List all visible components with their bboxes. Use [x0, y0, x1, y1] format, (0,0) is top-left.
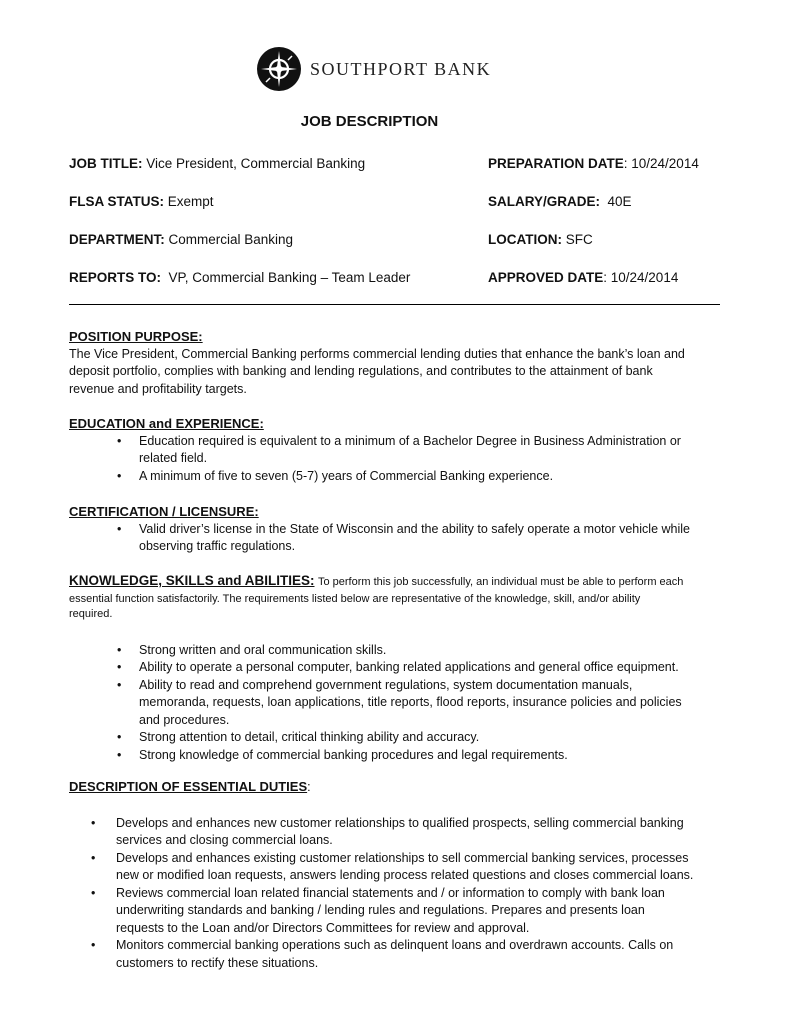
list-item-line: • Strong knowledge of commercial banking procedures and legal requirements. [139, 747, 568, 762]
bank-name: SOUTHPORT BANK [310, 58, 492, 79]
ksa-list [69, 642, 724, 765]
department-label: DEPARTMENT: [69, 232, 165, 247]
education-list [69, 433, 724, 486]
duties-heading-suffix: : [307, 780, 311, 794]
salary-grade-value: 40E [607, 194, 632, 209]
position-purpose-heading: POSITION PURPOSE: [69, 329, 203, 344]
department-value: Commercial Banking [168, 232, 294, 247]
list-item-line: • Strong attention to detail, critical thinking ability and accuracy. [139, 730, 480, 744]
flsa-status-field [69, 194, 214, 209]
reports-to-value: VP, Commercial Banking – Team Leader [168, 270, 411, 285]
list-item-line: • Develops and enhances existing customer relationships to sell commercial banking services, processes [116, 850, 689, 865]
certification-list [69, 521, 724, 556]
certification-section [69, 503, 724, 556]
list-item [69, 677, 724, 730]
list-item-line: new or modified loan requests, answers lending process related questions and closes commercial loans. [116, 868, 694, 882]
list-item-line: • Education required is equivalent to a minimum of a Bachelor Degree in Business Administration or [139, 433, 681, 448]
document-title: JOB DESCRIPTION [300, 113, 439, 130]
education-section [69, 415, 724, 485]
list-item [69, 659, 724, 677]
location-label: LOCATION: [488, 232, 562, 247]
bank-logo [256, 46, 491, 92]
salary-grade-field [488, 194, 632, 209]
list-item [69, 433, 724, 468]
department-field [69, 232, 293, 247]
ksa-intro-line: required. [69, 608, 113, 620]
list-item [69, 937, 724, 972]
list-item [69, 642, 724, 660]
approved-date-field [488, 270, 678, 285]
flsa-status-label: FLSA STATUS: [69, 194, 164, 209]
approved-date-label: APPROVED DATE [488, 270, 604, 285]
list-item [69, 729, 724, 747]
position-purpose-line: The Vice President, Commercial Banking performs commercial lending duties that enhance the bank’s loan and [69, 346, 685, 361]
list-item-line: and procedures. [139, 712, 230, 727]
duties-section [69, 778, 724, 972]
list-item-line: memoranda, requests, loan applications, title reports, flood reports, insurance policies and policies [139, 695, 682, 709]
ksa-section [69, 572, 724, 764]
approved-date-value: : 10/24/2014 [603, 270, 679, 285]
list-item [69, 747, 724, 765]
flsa-status-value: Exempt [167, 194, 214, 209]
duties-list [69, 815, 724, 973]
bank-logo-emblem-icon [256, 46, 302, 92]
list-item [69, 885, 724, 938]
list-item-line: requests to the Loan and/or Directors Committees for review and approval. [116, 920, 530, 935]
preparation-date-value: : 10/24/2014 [623, 156, 699, 171]
job-title-label: JOB TITLE: [69, 156, 143, 171]
list-item-line: • Strong written and oral communication skills. [139, 642, 387, 657]
location-value: SFC [565, 232, 593, 247]
list-item [69, 850, 724, 885]
list-item-line: observing traffic regulations. [139, 539, 296, 553]
location-field [488, 232, 593, 247]
preparation-date-field [488, 156, 699, 171]
salary-grade-label: SALARY/GRADE: [488, 194, 601, 209]
list-item [69, 521, 724, 556]
list-item [69, 815, 724, 850]
list-item-line: • Ability to operate a personal computer, banking related applications and general office equipment. [139, 660, 679, 674]
ksa-intro: To perform this job successfully, an individual must be able to perform each [317, 576, 684, 588]
list-item-line: services and closing commercial loans. [116, 833, 333, 847]
job-title-value: Vice President, Commercial Banking [146, 156, 366, 171]
list-item-line: • Reviews commercial loan related financial statements and / or information to comply with bank loan [116, 885, 665, 900]
list-item-line: • Monitors commercial banking operations such as delinquent loans and overdrawn accounts. Calls on [116, 938, 674, 952]
certification-heading: CERTIFICATION / LICENSURE: [69, 504, 259, 519]
list-item-line: related field. [139, 451, 208, 465]
reports-to-field [69, 270, 410, 285]
list-item [69, 468, 724, 486]
ksa-heading: KNOWLEDGE, SKILLS and ABILITIES: [69, 573, 315, 588]
position-purpose-section [69, 328, 724, 398]
list-item-line: customers to rectify these situations. [116, 955, 319, 970]
ksa-intro-line: essential function satisfactorily. The requirements listed below are representative of the knowledge, skill, and/or ability [69, 592, 641, 605]
list-item-line: • Develops and enhances new customer relationships to qualified prospects, selling commercial banking [116, 815, 684, 830]
list-item-line: underwriting standards and banking / lending rules and regulations. Prepares and presents loan [116, 903, 645, 917]
list-item-line: • Valid driver’s license in the State of Wisconsin and the ability to safely operate a motor vehicle while [139, 521, 690, 536]
list-item-line: • A minimum of five to seven (5-7) years of Commercial Banking experience. [139, 468, 554, 483]
preparation-date-label: PREPARATION DATE [488, 156, 624, 171]
position-purpose-line: deposit portfolio, complies with banking and lending regulations, and contributes to the attainment of bank [69, 364, 653, 378]
reports-to-label: REPORTS TO: [69, 270, 162, 285]
position-purpose-line: revenue and profitability targets. [69, 381, 247, 396]
duties-heading: DESCRIPTION OF ESSENTIAL DUTIES [69, 779, 308, 794]
education-heading: EDUCATION and EXPERIENCE: [69, 416, 264, 431]
header-divider [69, 304, 720, 305]
job-title-field [69, 156, 365, 171]
list-item-line: • Ability to read and comprehend government regulations, system documentation manuals, [139, 677, 633, 692]
